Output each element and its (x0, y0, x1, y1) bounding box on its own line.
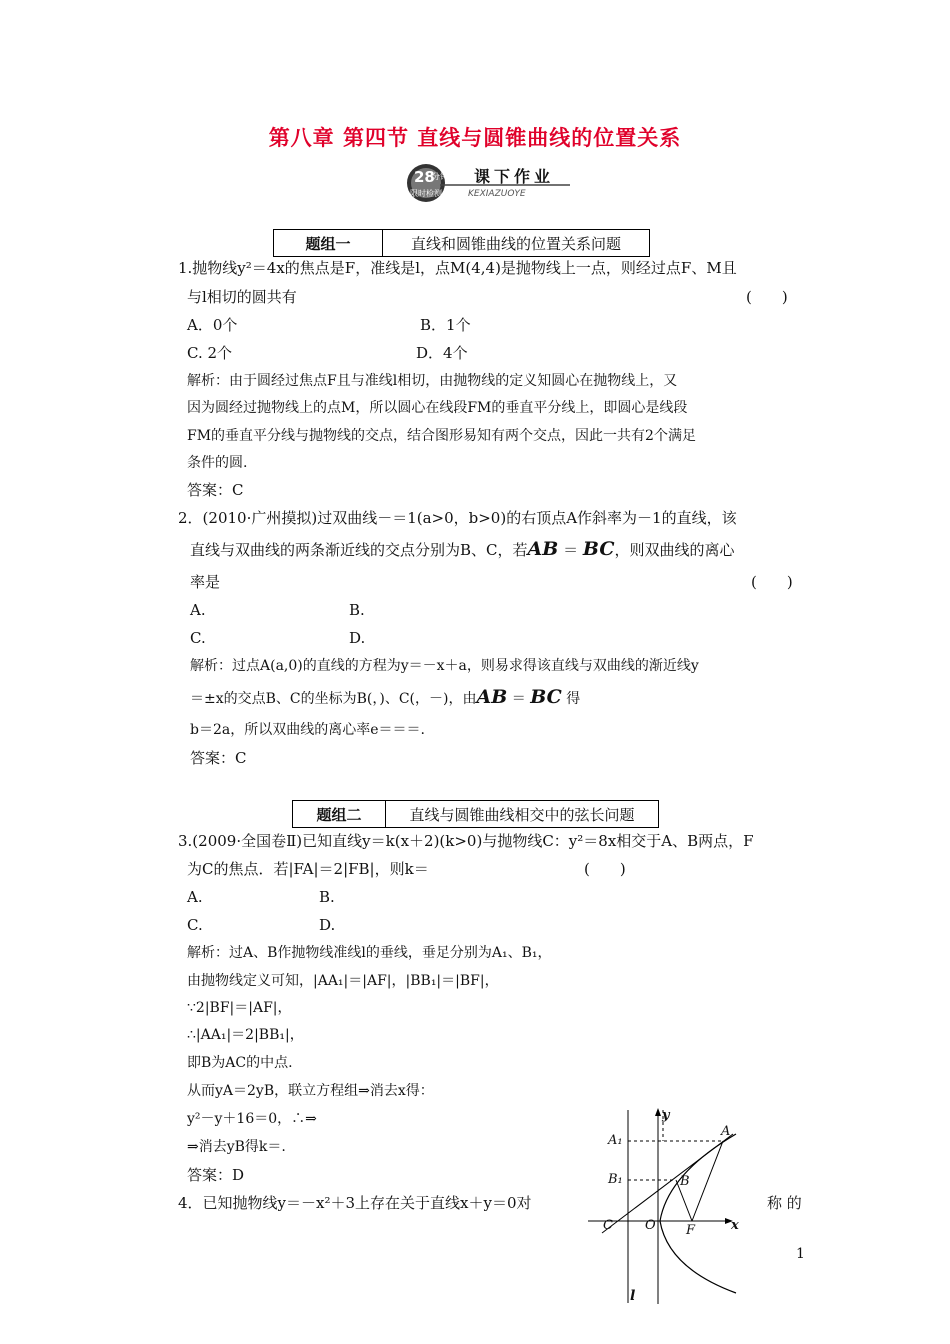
page-number: 1 (796, 1246, 805, 1262)
q3-solution-2: 由抛物线定义可知，|AA₁|＝|AF|，|BB₁|＝|BF|， (187, 973, 499, 989)
vector-bc: BC (582, 538, 615, 560)
q3-line-1: 3.(2009·全国卷Ⅱ)已知直线y＝k(x＋2)(k>0)与抛物线C：y²＝8x相交于A、B两点，F (178, 832, 754, 850)
logo-sub-label: KEXIAZUOYE (468, 189, 526, 199)
q2-line-3: 率是 (190, 573, 221, 591)
label-y: y (662, 1108, 670, 1123)
label-x: x (731, 1218, 739, 1233)
q1-line-1: 1.抛物线y²＝4x的焦点是F，准线是l，点M(4,4)是抛物线上一点，则经过点F、M且 (178, 259, 737, 277)
q4-line-tail: 称 的 (767, 1194, 802, 1212)
q1-solution-4: 条件的圆. (187, 455, 248, 471)
q1-option-a: A．0个 (187, 316, 238, 334)
q1-option-c: C. 2个 (187, 344, 233, 362)
logo-number: 28 (414, 168, 435, 186)
group-topic: 直线与圆锥曲线相交中的弦长问题 (409, 805, 635, 824)
label-b: B (680, 1174, 690, 1189)
q2-option-c: C. (190, 629, 206, 647)
q3-solution-4: ∴|AA₁|＝2|BB₁|， (187, 1027, 304, 1043)
label-o: O (645, 1218, 656, 1233)
q3-solution-6: 从而yA＝2yB，联立方程组⇒消去x得： (187, 1083, 434, 1099)
q1-solution-2: 因为圆经过抛物线上的点M，所以圆心在线段FM的垂直平分线上，即圆心是线段 (187, 400, 688, 416)
q3-solution-3: ∵2|BF|＝|AF|， (187, 1000, 292, 1016)
q3-answer: 答案：D (187, 1166, 245, 1184)
label-b1: B₁ (608, 1172, 623, 1187)
q3-answer-paren: ( ) (584, 860, 626, 878)
q3-option-b: B. (319, 888, 335, 906)
label-a: A (721, 1124, 731, 1139)
q1-solution-3: FM的垂直平分线与抛物线的交点，结合图形易知有两个交点，因此一共有2个满足 (187, 428, 696, 444)
q2-line-2-text: 直线与双曲线的两条渐近线的交点分别为B、C，若 (190, 541, 528, 559)
topic-group-1 (273, 229, 650, 257)
q2-line-1: 2．(2010·广州摸拟)过双曲线－＝1(a>0，b>0)的右顶点A作斜率为－1的直线，该 (178, 509, 737, 527)
q1-answer-paren: ( ) (746, 288, 788, 306)
q2-solution-3: b＝2a，所以双曲线的离心率e＝＝＝. (190, 722, 425, 738)
q2-solution-1: 解析：过点A(a,0)的直线的方程为y＝－x＋a，则易求得该直线与双曲线的渐近线y (190, 658, 699, 674)
q2-answer-paren: ( ) (751, 573, 793, 591)
q1-line-2: 与l相切的圆共有 (187, 288, 297, 306)
q1-answer: 答案：C (187, 481, 244, 499)
topic-group-2 (292, 800, 659, 828)
q2-answer: 答案：C (190, 749, 247, 767)
q2-solution-2-text: ＝±x的交点B、C的坐标为B(，)、C(，－)，由 (190, 691, 477, 707)
q3-solution-8: ⇒消去yB得k＝. (187, 1139, 286, 1155)
q3-option-a: A. (187, 888, 203, 906)
q2-option-a: A. (190, 601, 206, 619)
q3-solution-5: 即B为AC的中点. (187, 1055, 293, 1071)
q3-solution-7: y²－y＋16＝0，∴⇒ (187, 1111, 317, 1127)
label-a1: A₁ (608, 1133, 623, 1148)
q1-option-d: D．4个 (416, 344, 468, 362)
q1-option-b: B．1个 (420, 316, 471, 334)
vector-ab: AB (527, 538, 559, 560)
q2-solution-2 (190, 687, 580, 709)
page-title: 第八章 第四节 直线与圆锥曲线的位置关系 (268, 126, 682, 150)
q2-option-d: D. (349, 629, 366, 647)
vector-ab: AB (476, 686, 508, 708)
q2-option-b: B. (349, 601, 365, 619)
group-label: 题组一 (274, 230, 383, 256)
logo-small-label: 分钟 (432, 172, 448, 181)
q1-solution-1: 解析：由于圆经过焦点F且与准线l相切，由抛物线的定义知圆心在抛物线上，又 (187, 373, 678, 389)
group-topic: 直线和圆锥曲线的位置关系问题 (410, 234, 621, 253)
parabola-figure (588, 1108, 748, 1308)
q4-line-1: 4．已知抛物线y＝－x²＋3上存在关于直线x＋y＝0对 (178, 1194, 532, 1212)
group-label: 题组二 (293, 801, 386, 827)
equals-sign: ＝ (511, 691, 526, 707)
q3-option-c: C. (187, 916, 203, 934)
section-logo (400, 160, 570, 206)
q2-line-2 (190, 539, 734, 560)
q3-solution-1: 解析：过A、B作抛物线准线l的垂线，垂足分别为A₁、B₁， (187, 945, 552, 961)
label-l: l (630, 1288, 636, 1304)
equals-sign: ＝ (563, 541, 579, 559)
label-c: C (603, 1218, 613, 1233)
q2-line-2-tail: ，则双曲线的离心 (614, 541, 735, 559)
q2-solution-2-tail: 得 (566, 691, 581, 707)
logo-main-label: 课下作业 (474, 167, 555, 186)
vector-bc: BC (530, 686, 562, 708)
q3-option-d: D. (319, 916, 336, 934)
label-f: F (686, 1223, 696, 1238)
q3-line-2: 为C的焦点．若|FA|＝2|FB|，则k＝ (187, 860, 429, 878)
logo-small-label-2: 限时检测 (410, 189, 442, 198)
